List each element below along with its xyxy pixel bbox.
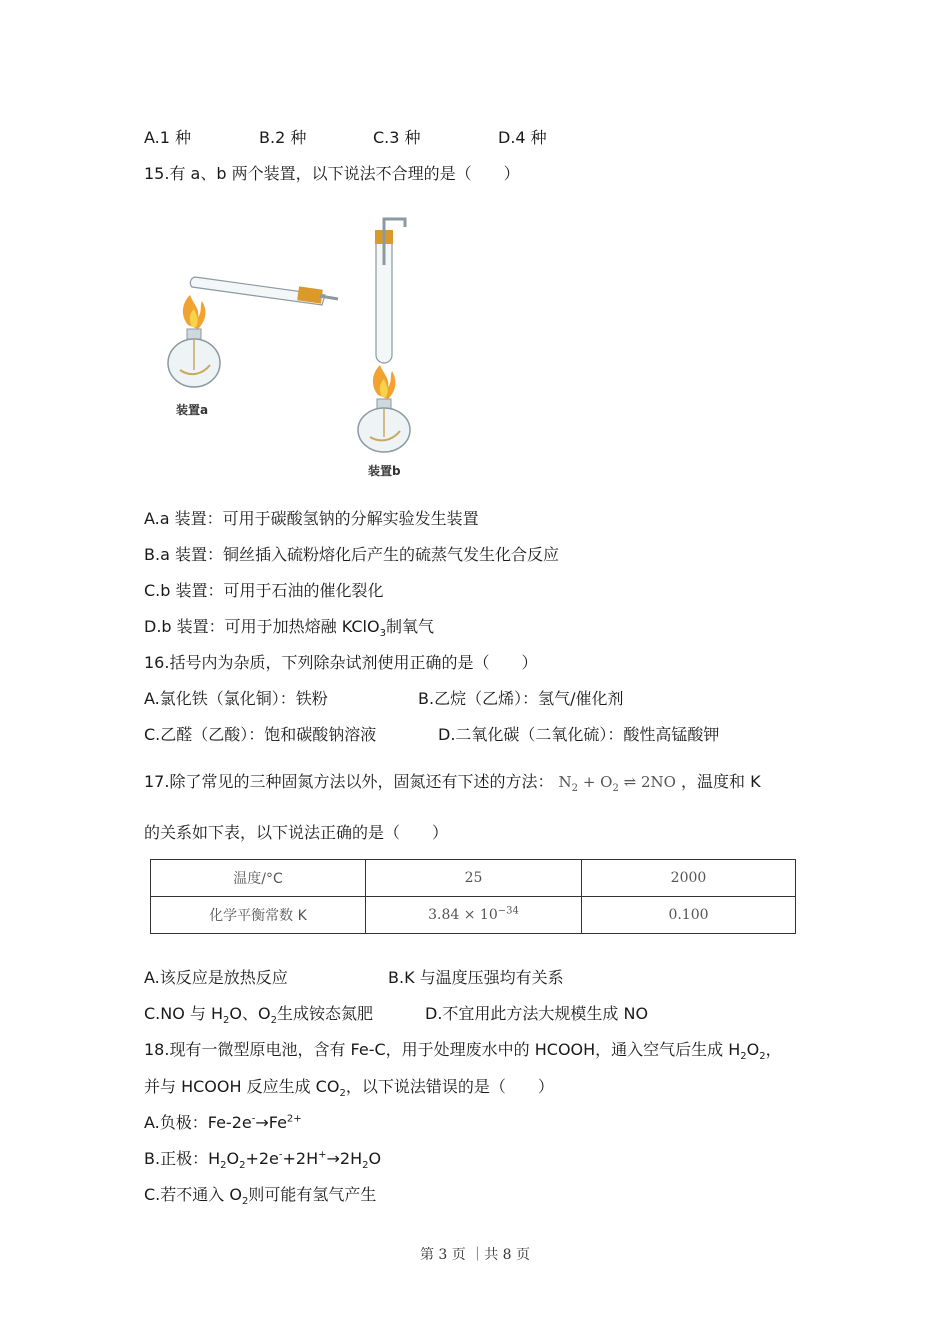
q14-option-c: C.3 种	[373, 128, 421, 147]
q17-stem-line2: 的关系如下表，以下说法正确的是（ ）	[144, 823, 449, 842]
q17-option-c: C.NO 与 $H_2O$、$O_2$生成铵态氮肥	[144, 1004, 373, 1027]
q17-option-b: B.K 与温度压强均有关系	[388, 968, 564, 987]
table-cell-temp-25: 25	[366, 860, 582, 897]
q15-stem: 15.有 a、b 两个装置，以下说法不合理的是（ ）	[144, 164, 520, 183]
test-tube-b	[375, 219, 405, 363]
table-row	[151, 897, 796, 934]
q17-option-d: D.不宜用此方法大规模生成 NO	[425, 1004, 649, 1023]
q18-stem-line1: 18.现有一微型原电池，含有 Fe-C，用于处理废水中的 HCOOH，通入空气后生成 $H_2O_2$，	[144, 1040, 782, 1063]
q18-option-b: B.正极：$H_2O_2+2e^-+2H^+\to 2H_2O$	[144, 1149, 382, 1172]
q15-option-c: C.b 装置：可用于石油的催化裂化	[144, 581, 384, 600]
q14-option-a: A.1 种	[144, 128, 192, 147]
q18-stem-line2: 并与 HCOOH 反应生成 $CO_2$，以下说法错误的是（ ）	[144, 1077, 554, 1100]
q18-option-a: A.负极：$Fe-2e^-\to Fe^{2+}$	[144, 1113, 302, 1132]
q17-stem-line1: 17.除了常见的三种固氮方法以外，固氮还有下述的方法： $N_2 + O_2$ ⇌ 2NO ，温度和 K	[144, 772, 761, 794]
table-header-temperature: 温度/°C	[151, 860, 366, 897]
q15-apparatus-diagram	[150, 205, 430, 489]
q16-option-d: D.二氧化碳（二氧化硫）：酸性高锰酸钾	[438, 725, 720, 744]
q15-option-d: D.b 装置：可用于加热熔融 KClO$_3$制氧气	[144, 617, 434, 640]
table-cell-k-2000: 0.100	[582, 897, 796, 934]
q17-equilibrium-table	[150, 859, 796, 934]
table-row	[151, 860, 796, 897]
table-cell-temp-2000: 2000	[582, 860, 796, 897]
q16-option-a: A.氯化铁（氯化铜）：铁粉	[144, 689, 328, 708]
q18-option-c: C.若不通入 $O_2$则可能有氢气产生	[144, 1185, 377, 1208]
q16-stem: 16.括号内为杂质，下列除杂试剂使用正确的是（ ）	[144, 653, 538, 672]
q15-option-b: B.a 装置：铜丝插入硫粉熔化后产生的硫蒸气发生化合反应	[144, 545, 559, 564]
alcohol-burner-a	[168, 295, 220, 387]
q14-option-d: D.4 种	[498, 128, 547, 147]
alcohol-burner-b	[358, 365, 410, 452]
test-tube-a	[190, 277, 338, 305]
q16-option-c: C.乙醛（乙酸）：饱和碳酸钠溶液	[144, 725, 377, 744]
q14-option-b: B.2 种	[259, 128, 307, 147]
label-apparatus-a: 装置a	[176, 403, 209, 417]
table-header-k: 化学平衡常数 K	[151, 897, 366, 934]
apparatus-illustration	[150, 205, 430, 485]
page-footer: 第 3 页 ｜共 8 页	[419, 1247, 531, 1263]
q17-reaction-formula: $N_2 + O_2$ ⇌ 2NO	[558, 773, 676, 794]
q16-option-b: B.乙烷（乙烯）：氢气/催化剂	[418, 689, 624, 708]
q17-option-a: A.该反应是放热反应	[144, 968, 288, 987]
q15-option-a: A.a 装置：可用于碳酸氢钠的分解实验发生装置	[144, 509, 479, 528]
table-cell-k-25: $3.84 \times 10^{-34}$	[366, 897, 582, 934]
label-apparatus-b: 装置b	[368, 464, 401, 478]
